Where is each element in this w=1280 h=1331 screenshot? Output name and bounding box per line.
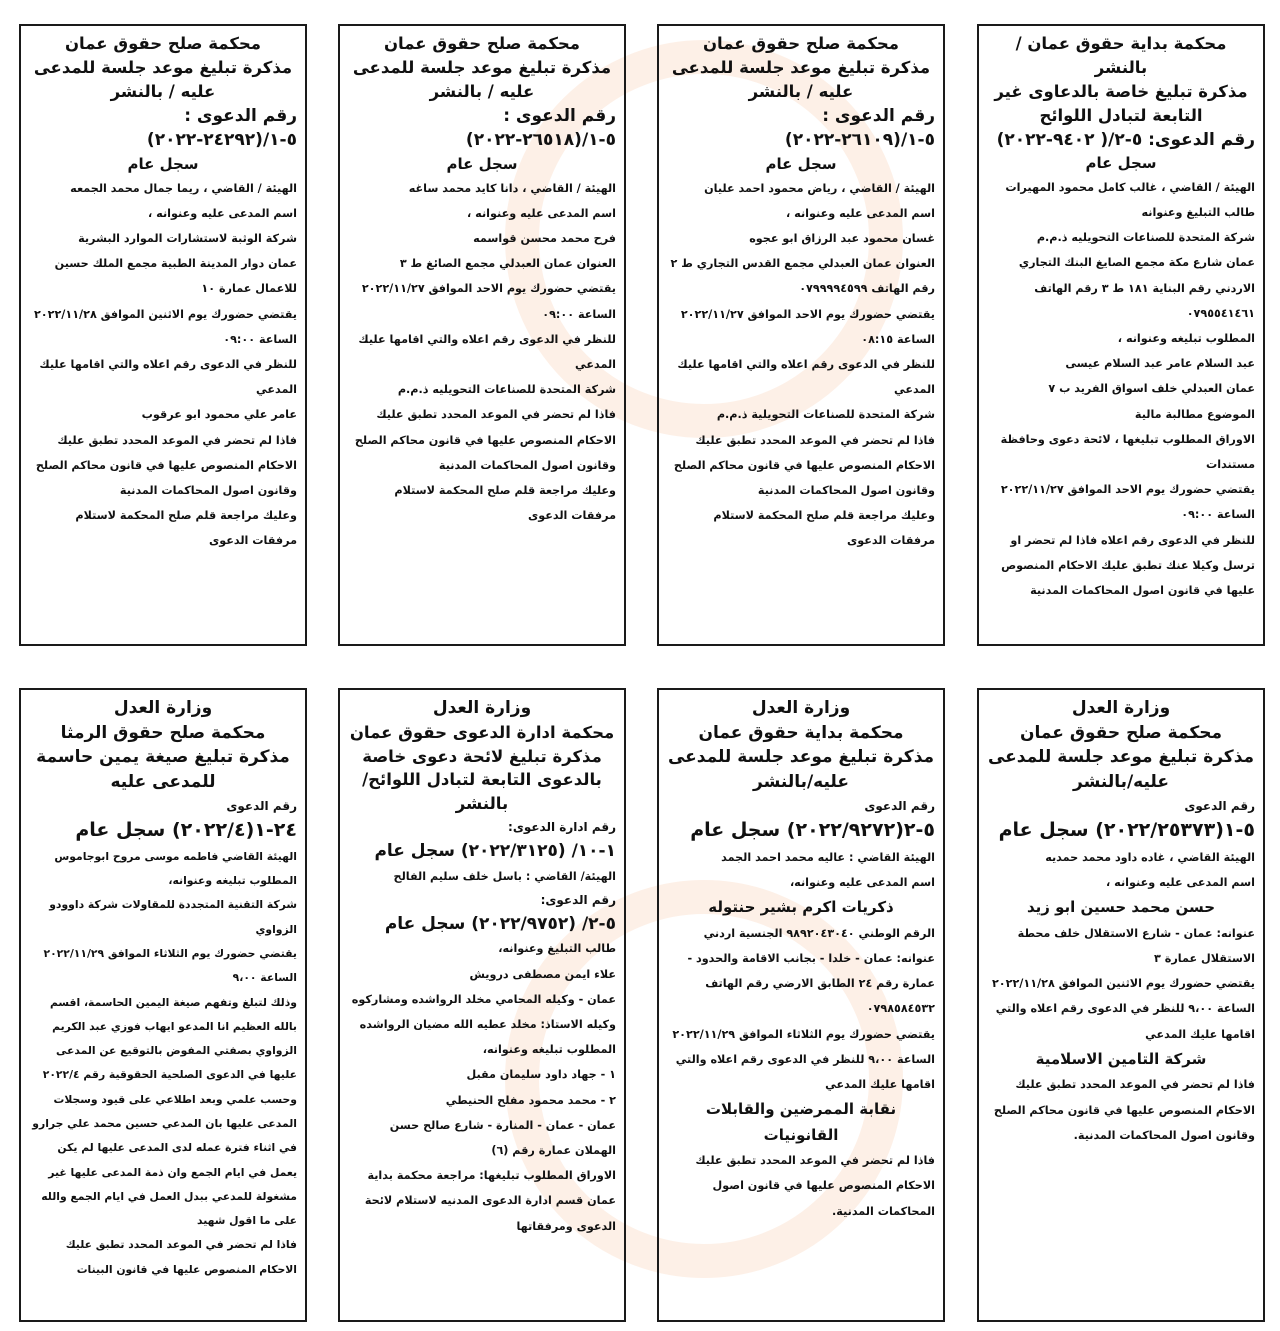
case-label: رقم الدعوى <box>864 798 935 813</box>
line: العنوان عمان العبدلي مجمع القدس التجاري ط ٢ رقم الهاتف ٠٧٩٩٩٩٤٥٩٩ <box>670 257 935 296</box>
line: عامر علي محمود ابو عرقوب <box>141 408 297 422</box>
admin-judge: الهيئة/ القاضي : باسل خلف سليم الفالح <box>393 869 616 883</box>
register: سجل عام <box>765 155 837 174</box>
defendant-label: اسم المدعى عليه وعنوانه، <box>789 876 935 890</box>
notice-top-4 <box>19 24 307 646</box>
requester-label: طالب التبليغ وعنوانه، <box>498 942 616 956</box>
notice-title: مذكرة تبليغ موعد جلسة للمدعى عليه / بالنشر <box>33 57 293 101</box>
line: شركة التقنية المتجددة للمقاولات شركة داوودو الزواوي <box>49 898 297 936</box>
target: عمان - عمان - المنارة - شارع صالح حسن الهملان عمارة رقم (٦) <box>389 1118 616 1158</box>
hearing: يقتضي حضورك يوم الثلاثاء الموافق ٢٠٢٢/١١/٢٩ الساعة ٩،٠٠ للنظر في الدعوى رقم اعلاه والتي اقامها عليك المدعي <box>672 1027 935 1092</box>
line: اسم المدعى عليه وعنوانه ، <box>786 206 935 220</box>
plaintiff: نقابة الممرضين والقابلات القانونيات <box>705 1100 897 1144</box>
notice-title: مذكرة تبليغ موعد جلسة للمدعى عليه / بالنشر <box>352 57 612 101</box>
line: فاذا لم تحضر في الموعد المحدد تطبق عليك الاحكام المنصوص عليها في قانون محاكم الصلح وقانون اصول المحاكمات المدنية <box>673 433 935 497</box>
line: شركة المتحدة للصناعات التحويليه ذ.م.م <box>1036 231 1255 245</box>
line: فاذا لم تحضر في الموعد المحدد تطبق عليك الاحكام المنصوص عليها في قانون محاكم الصلح وقانون اصول المحاكمات المدنية <box>354 408 616 472</box>
court-title: محكمة ادارة الدعوى حقوق عمان <box>349 722 615 742</box>
case-number: ٥-٢/ (٢٠٢٢/٩٧٥٢) سجل عام <box>384 913 616 934</box>
line: اسم المدعى عليه وعنوانه ، <box>148 206 297 220</box>
documents: الاوراق المطلوب تبليغها: مراجعة محكمة بداية عمان قسم ادارة الدعوى المدنيه لاستلام لائحة الدعوى ومرفقاتها <box>364 1169 616 1233</box>
case-number: ٢٤-١(٢٠٢٢/٤) سجل عام <box>75 819 297 842</box>
notice-bottom-1 <box>977 688 1265 1322</box>
line: عمان دوار المدينة الطبية مجمع الملك حسين للاعمال عمارة ١٠ <box>54 257 297 296</box>
line: الهيئة / القاضي ، رياض محمود احمد عليان <box>704 181 935 195</box>
address: الرقم الوطني ٩٨٩٢٠٤٣٠٤٠ الجنسية اردني عنوانه: عمان - خلدا - بجانب الاقامة والحدود - عمارة رقم ٢٤ الطابق الارضي رقم الهاتف ٠٧٩٨٥٨٤٥٣٢ <box>687 926 935 1016</box>
notice-title: مذكرة تبليغ صيغة يمين حاسمة للمدعى عليه <box>36 747 290 792</box>
closing: فاذا لم تحضر في الموعد المحدد تطبق عليك الاحكام المنصوص عليها في قانون اصول المحاكمات المدنية. <box>695 1154 935 1218</box>
target: ١ - جهاد داود سليمان مقبل <box>466 1068 616 1082</box>
line: فاذا لم تحضر في الموعد المحدد تطبق عليك الاحكام المنصوص عليها في قانون محاكم الصلح وقانون اصول المحاكمات المدنية <box>35 433 297 497</box>
plaintiff: شركة التامين الاسلامية <box>1035 1049 1207 1068</box>
judge: الهيئة القاضي ، غاده داود محمد حمديه <box>1045 850 1255 864</box>
court-title: محكمة صلح حقوق عمان <box>64 34 262 53</box>
line: الموضوع مطالبة مالية <box>1134 407 1255 421</box>
court-title: محكمة صلح حقوق عمان <box>702 34 900 53</box>
court-title: محكمة بداية حقوق عمان / بالنشر <box>1015 34 1227 77</box>
closing: فاذا لم تحضر في الموعد المحدد تطبق عليك الاحكام المنصوص عليها في قانون محاكم الصلح وقانون اصول المحاكمات المدنية. <box>993 1078 1255 1142</box>
line: غسان محمود عبد الرزاق ابو عجوه <box>749 231 935 245</box>
notice-title: مذكرة تبليغ موعد جلسة للمدعى عليه/بالنشر <box>987 747 1255 792</box>
notice-title: مذكرة تبليغ موعد جلسة للمدعى عليه/بالنشر <box>667 747 935 792</box>
notice-bottom-2 <box>657 688 945 1322</box>
defendant-name: ذكريات اكرم بشير حنتوله <box>708 898 894 917</box>
line: للنظر في الدعوى رقم اعلاه فاذا لم تحضر او ترسل وكيلا عنك تطبق عليك الاحكام المنصوص عليها في قانون اصول المحاكمات المدنية <box>1001 533 1255 598</box>
line: يقتضي حضورك يوم الاحد الموافق ٢٠٢٢/١١/٢٧ الساعة ٠٩:٠٠ <box>361 282 616 321</box>
notice-title: مذكرة تبليغ خاصة بالدعاوى غير التابعة لتبادل اللوائح <box>994 81 1248 125</box>
notice-title: مذكرة تبليغ موعد جلسة للمدعى عليه / بالنشر <box>671 57 931 101</box>
court-title: محكمة صلح حقوق عمان <box>383 34 581 53</box>
court-title: محكمة بداية حقوق عمان <box>698 722 904 743</box>
line: الهيئة / القاضي ، دانا كايد محمد ساغه <box>408 181 616 195</box>
line: الهيئة / القاضي ، غالب كامل محمود المهيرات <box>1005 180 1255 194</box>
ministry-title: وزارة العدل <box>1071 698 1171 718</box>
notice-top-2 <box>657 24 945 646</box>
line: وعليك مراجعة قلم صلح المحكمة لاستلام مرفقات الدعوى <box>75 509 297 548</box>
ministry-title: وزارة العدل <box>751 698 851 718</box>
line: يقتضي حضورك يوم الاحد الموافق ٢٠٢٢/١١/٢٧ الساعة ٠٩:٠٠ <box>1000 483 1255 522</box>
admin-label: رقم ادارة الدعوى: <box>508 820 616 835</box>
case-label: رقم الدعوى <box>226 798 297 813</box>
register: سجل عام <box>127 155 199 174</box>
ministry-title: وزارة العدل <box>113 698 213 718</box>
notice-bottom-3 <box>338 688 626 1322</box>
case-number: رقم الدعوى : ٥-١/(٢٤٢٩٢-٢٠٢٢) <box>146 105 297 151</box>
requester-details: عمان - وكيله المحامي مخلد الرواشده ومشاركوه وكيله الاستاذ: مخلد عطيه الله مضيان الرواشده <box>351 992 616 1032</box>
register: سجل عام <box>446 155 518 174</box>
line: المطلوب تبليغه وعنوانه ، <box>1117 332 1255 346</box>
case-number: ٥-١(٢٠٢٢/٢٥٣٧٣) سجل عام <box>998 819 1255 842</box>
case-label: رقم الدعوى <box>1184 798 1255 813</box>
judge: الهيئة القاضي : عاليه محمد احمد الجمد <box>721 850 935 864</box>
line: الهيئة القاضي فاطمه موسى مروح ابوجاموس <box>54 849 297 863</box>
line: يقتضي حضورك يوم الثلاثاء الموافق ٢٠٢٢/١١/٢٩ الساعة ٩،٠٠ <box>43 947 297 985</box>
line: فرح محمد محسن قواسمه <box>473 231 616 245</box>
line: اسم المدعى عليه وعنوانه ، <box>467 206 616 220</box>
hearing: يقتضي حضورك يوم الاثنين الموافق ٢٠٢٢/١١/٢٨ الساعة ٩،٠٠ للنظر في الدعوى رقم اعلاه والتي اقامها عليك المدعي <box>991 977 1255 1041</box>
line: يقتضي حضورك يوم الاحد الموافق ٢٠٢٢/١١/٢٧ الساعة ٠٨:١٥ <box>680 307 935 346</box>
line: الهيئة / القاضي ، ريما جمال محمد الجمعه <box>70 181 297 195</box>
line: عبد السلام عامر عبد السلام عيسى <box>1065 357 1255 371</box>
case-label: رقم الدعوى: <box>540 892 616 907</box>
line: شركة المتحدة للصناعات التحويليه ذ.م.م <box>397 383 616 397</box>
line: للنظر في الدعوى رقم اعلاه والتي اقامها عليك المدعي <box>358 332 616 371</box>
line: يقتضي حضورك يوم الاثنين الموافق ٢٠٢٢/١١/٢٨ الساعة ٠٩:٠٠ <box>33 307 297 346</box>
line: الاوراق المطلوب تبليغها ، لائحة دعوى وحافظة مستندات <box>1000 432 1255 472</box>
line: شركة المتحدة للصناعات التحويلية ذ.م.م <box>716 408 935 422</box>
notice-top-1 <box>977 24 1265 646</box>
line: طالب التبليغ وعنوانه <box>1141 206 1255 220</box>
line: وعليك مراجعة قلم صلح المحكمة لاستلام مرفقات الدعوى <box>713 509 935 548</box>
court-title: محكمة صلح حقوق الرمثا <box>60 722 266 743</box>
line: المطلوب تبليغه وعنوانه، <box>168 874 297 888</box>
notice-bottom-4 <box>19 688 307 1322</box>
case-number: ٥-٢(٢٠٢٢/٩٢٧٢) سجل عام <box>690 819 935 842</box>
line: فاذا لم تحضر في الموعد المحدد تطبق عليك الاحكام المنصوص عليها في قانون البينات <box>65 1238 297 1276</box>
line: عمان العبدلي خلف اسواق الفريد ب ٧ <box>1048 382 1255 396</box>
requester-name: علاء ايمن مصطفى درويش <box>469 967 616 981</box>
case-number: رقم الدعوى: ٥-٢/( ٩٤٠٢-٢٠٢٢) <box>996 129 1255 150</box>
target-label: المطلوب تبليغه وعنوانه، <box>482 1043 616 1057</box>
defendant-name: حسن محمد حسين ابو زيد <box>1026 898 1216 917</box>
case-number: رقم الدعوى : ٥-١/(٢٦٥١٨-٢٠٢٢) <box>465 105 616 151</box>
notice-title: مذكرة تبليغ لائحة دعوى خاصة بالدعوى التابعة لتبادل اللوائح/بالنشر <box>362 746 602 814</box>
line: وعليك مراجعة قلم صلح المحكمة لاستلام مرفقات الدعوى <box>394 483 616 523</box>
line: العنوان عمان العبدلي مجمع الصائغ ط ٣ <box>399 257 616 271</box>
line: عمان شارع مكة مجمع الصايغ البنك التجاري الاردني رقم البناية ١٨١ ط ٣ رقم الهاتف ٠٧٩٥٥٤١٤٦١ <box>1018 256 1255 320</box>
register: سجل عام <box>1085 154 1157 173</box>
line: وذلك لتبلغ وتفهم صيغة اليمين الحاسمة، اقسم بالله العظيم انا المدعو ايهاب فوزي عبد الكريم الزواوي بصفتي المفوض بالتوقيع عن المدعى عليها في الدعوى الصلحية الحقوقية رقم ٢٠٢٢/٤ وحسب علمي وبعد اطلاعي على قيود وسجلات المدعى عليها بان المدعي حسين محمد علي جرارو في اثناء فترة عمله لدى المدعى عليها لم يكن يعمل في ايام الجمع وان ذمة المدعى عليها غير مشغولة للمدعي ببدل العمل في ايام الجمع والله على ما اقول شهيد <box>32 995 297 1228</box>
case-number: رقم الدعوى : ٥-١/(٢٦١٠٩-٢٠٢٢) <box>784 105 935 151</box>
target: ٢ - محمد محمود مفلح الحنيطي <box>445 1093 616 1107</box>
line: للنظر في الدعوى رقم اعلاه والتي اقامها عليك المدعي <box>39 357 297 397</box>
ministry-title: وزارة العدل <box>432 698 532 718</box>
defendant-label: اسم المدعى عليه وعنوانه ، <box>1106 876 1255 890</box>
address: عنوانه: عمان - شارع الاستقلال خلف محطة الاستقلال عمارة ٣ <box>1017 926 1255 966</box>
notice-top-3 <box>338 24 626 646</box>
admin-number: ١-١٠/ (٢٠٢٢/٣١٢٥) سجل عام <box>374 841 616 862</box>
line: شركة الوثبة لاستشارات الموارد البشرية <box>78 231 297 245</box>
line: للنظر في الدعوى رقم اعلاه والتي اقامها عليك المدعي <box>677 357 935 397</box>
court-title: محكمة صلح حقوق عمان <box>1020 722 1222 743</box>
